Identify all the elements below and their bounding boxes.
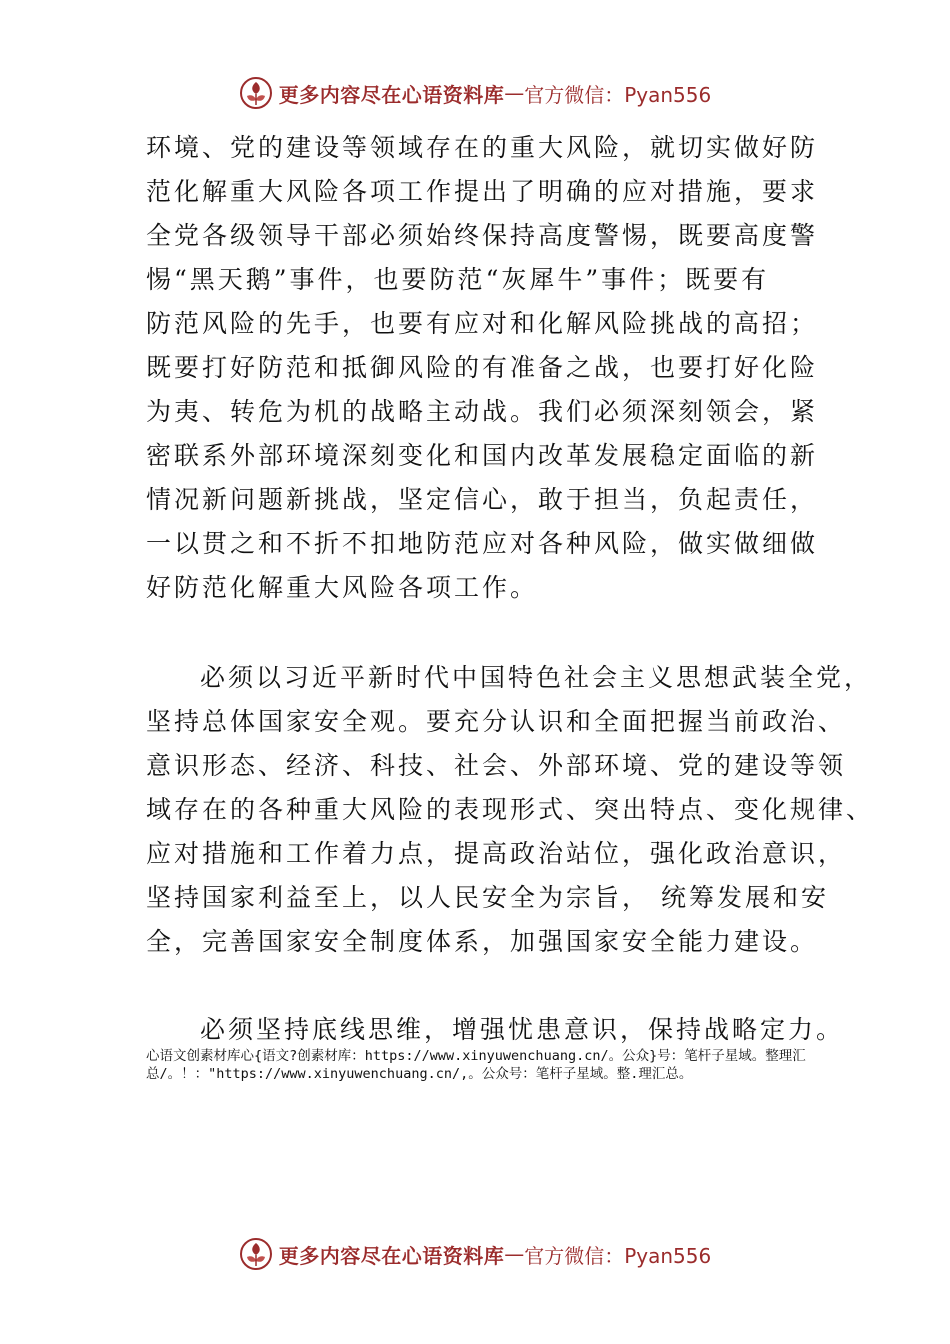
header-banner — [0, 73, 950, 113]
text-line: 坚持总体国家安全观。要充分认识和全面把握当前政治、 — [146, 707, 847, 736]
flower-logo-icon — [239, 76, 273, 110]
text-line: 情况新问题新挑战，坚定信心，敢于担当，负起责任， — [146, 485, 819, 514]
text-line: 域存在的各种重大风险的表现形式、突出特点、变化规律、 — [146, 795, 875, 824]
flower-logo-icon — [239, 1237, 273, 1271]
paragraph-3 — [146, 1008, 846, 1052]
text-line: 坚持国家利益至上，以人民安全为宗旨， 统筹发展和安 — [146, 883, 829, 912]
header-separator: — — [504, 81, 525, 105]
paragraph-1 — [146, 126, 846, 610]
paragraph-2 — [146, 656, 875, 964]
text-line: 防范风险的先手，也要有应对和化解风险挑战的高招； — [146, 309, 819, 338]
footer-banner — [0, 1234, 950, 1274]
footer-separator: — — [504, 1242, 525, 1266]
footer-contact-text: 官方微信：Pyan556 — [524, 1243, 712, 1268]
text-line: 应对措施和工作着力点，提高政治站位，强化政治意识， — [146, 839, 847, 868]
header-brand-text: 更多内容尽在心语资料库 — [278, 82, 505, 107]
text-line: 必须坚持底线思维，增强忧患意识，保持战略定力。 — [200, 1015, 845, 1044]
text-line: 全党各级领导干部必须始终保持高度警惕，既要高度警 — [146, 221, 819, 250]
text-line: 密联系外部环境深刻变化和国内改革发展稳定面临的新 — [146, 441, 819, 470]
header-contact-text: 官方微信：Pyan556 — [524, 82, 712, 107]
paragraph-spacer — [146, 964, 846, 1008]
text-line: 既要打好防范和抵御风险的有准备之战，也要打好化险 — [146, 353, 819, 382]
text-line: 意识形态、经济、科技、社会、外部环境、党的建设等领 — [146, 751, 847, 780]
text-line: 全，完善国家安全制度体系，加强国家安全能力建设。 — [146, 927, 819, 956]
text-line: 必须以习近平新时代中国特色社会主义思想武装全党， — [200, 663, 873, 692]
text-line: 一以贯之和不折不扣地防范应对各种风险，做实做细做 — [146, 529, 819, 558]
paragraph-spacer — [146, 610, 846, 656]
document-body — [146, 126, 875, 1052]
footnote-text: 心语文创素材库心{语文?创素材库：https://www.xinyuwenchuang.cn/。公众}号：笔杆子星域。整理汇总/。！："https://www.xinyuwenchuang.cn/,。公众号：笔杆子星域。整.理汇总。 — [146, 1048, 806, 1082]
text-line: 范化解重大风险各项工作提出了明确的应对措施，要求 — [146, 177, 819, 206]
text-line: 为夷、转危为机的战略主动战。我们必须深刻领会，紧 — [146, 397, 819, 426]
text-line: 惕“黑天鹅”事件，也要防范“灰犀牛”事件；既要有 — [146, 265, 770, 294]
footer-brand-text: 更多内容尽在心语资料库 — [278, 1243, 505, 1268]
text-line: 环境、党的建设等领域存在的重大风险，就切实做好防 — [146, 133, 819, 162]
text-line: 好防范化解重大风险各项工作。 — [146, 573, 539, 602]
